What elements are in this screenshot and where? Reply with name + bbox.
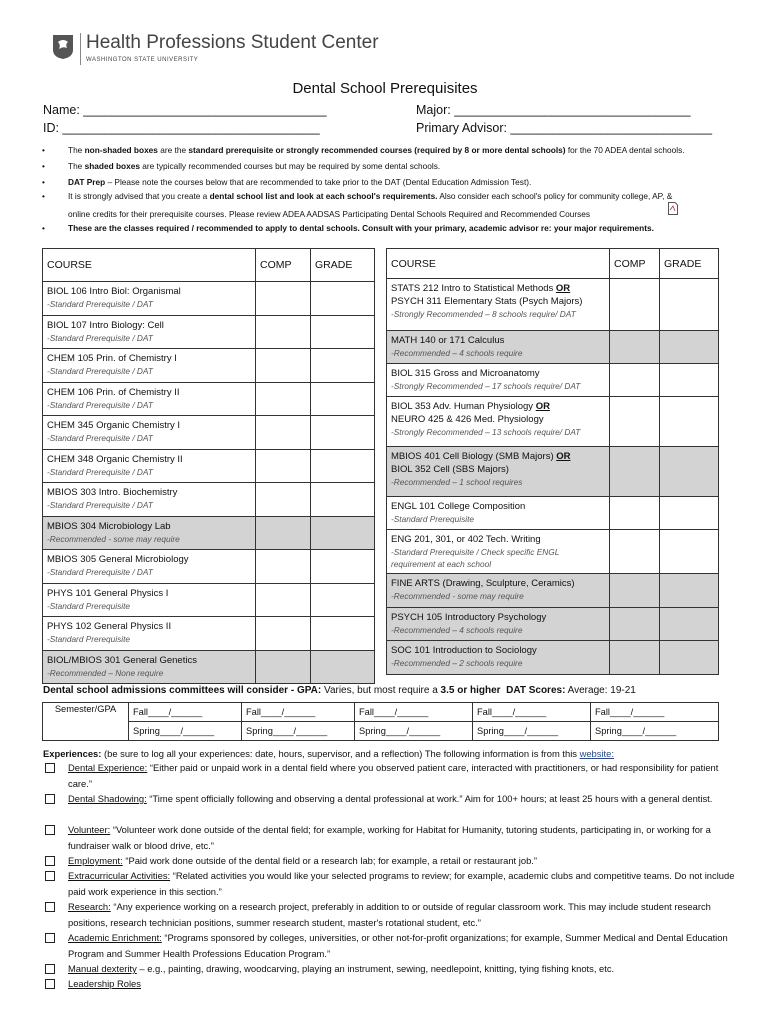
experience-item: Employment: “Paid work done outside of the dental field or a research lab; for example, a retail or restaurant job.” (68, 855, 538, 866)
grade-cell[interactable] (660, 447, 719, 497)
course-note: -Standard Prerequisite / DAT (47, 567, 153, 577)
course-row (43, 583, 375, 617)
comp-cell[interactable] (256, 516, 311, 550)
course-row (387, 279, 719, 331)
grade-cell[interactable] (660, 279, 719, 331)
comp-cell[interactable] (256, 617, 311, 651)
course-name: CHEM 106 Prin. of Chemistry II (47, 386, 180, 398)
comp-header: COMP (256, 249, 311, 282)
course-name: BIOL 106 Intro Biol: Organismal (47, 286, 181, 297)
course-name: MBIOS 305 General Microbiology (47, 554, 189, 565)
comp-cell[interactable] (610, 574, 660, 608)
course-name: BIOL 107 Intro Biology: Cell (47, 319, 164, 331)
course-name: FINE ARTS (Drawing, Sculpture, Ceramics) (391, 578, 575, 589)
grade-cell[interactable] (311, 516, 375, 550)
course-note: -Standard Prerequisite / DAT (47, 500, 153, 510)
comp-cell[interactable] (256, 349, 311, 383)
course-row (387, 641, 719, 675)
course-note: -Recommended - some may require (47, 533, 180, 544)
course-cell (387, 331, 610, 364)
course-row (387, 447, 719, 497)
experience-checkbox[interactable] (45, 902, 55, 912)
left-course-table (42, 248, 375, 684)
comp-cell[interactable] (610, 530, 660, 574)
course-row (43, 617, 375, 651)
course-row (387, 530, 719, 574)
grade-cell[interactable] (660, 530, 719, 574)
experience-checkbox[interactable] (45, 979, 55, 989)
grade-cell[interactable] (660, 364, 719, 397)
comp-cell[interactable] (610, 497, 660, 530)
course-cell (43, 483, 256, 517)
id-field[interactable]: ID: _____________________________________ (43, 121, 320, 135)
course-cell (43, 516, 256, 550)
course-note: -Standard Prerequisite / DAT (47, 332, 153, 343)
major-field[interactable]: Major: __________________________________ (416, 103, 691, 117)
course-name: ENGL 101 College Composition (391, 501, 526, 512)
course-row (43, 650, 375, 684)
course-row (43, 416, 375, 450)
course-note: -Standard Prerequisite (47, 600, 131, 611)
experience-item: Dental Shadowing: “Time spent officially following and observing a dental professional at work.” Aim for 100+ hours; at least 25 hours with a general dentist. (68, 793, 713, 804)
grade-cell[interactable] (660, 497, 719, 530)
admissions-criteria: Dental school admissions committees will consider - GPA: Varies, but most require a 3.5 or higher DAT Scores: Average: 19-21 (43, 685, 636, 696)
comp-cell[interactable] (256, 449, 311, 483)
course-cell (43, 617, 256, 651)
experience-checkbox[interactable] (45, 856, 55, 866)
course-note: -Standard Prerequisite / DAT (47, 299, 153, 309)
comp-header: COMP (610, 249, 660, 279)
comp-cell[interactable] (256, 315, 311, 349)
right-course-table (386, 248, 719, 675)
comp-cell[interactable] (610, 641, 660, 675)
course-name: CHEM 348 Organic Chemistry II (47, 453, 183, 465)
semester-gpa-label: Semester/GPA (43, 703, 129, 741)
fall-gpa-cell[interactable]: Fall____/______ (242, 703, 355, 722)
grade-header: GRADE (660, 249, 719, 279)
course-name: BIOL 315 Gross and Microanatomy (391, 368, 540, 379)
grade-cell[interactable] (311, 650, 375, 684)
comp-cell[interactable] (256, 583, 311, 617)
course-note: -Standard Prerequisite (391, 514, 475, 524)
course-row (387, 397, 719, 447)
course-cell (387, 397, 610, 447)
course-note: -Recommended – 4 schools require (391, 348, 523, 358)
spring-gpa-cell[interactable]: Spring____/______ (242, 722, 355, 741)
experience-item: Dental Experience: “Either paid or unpaid work in a dental field where you observed patient care, interacted with practitioners, or had responsibility for patient care.” (68, 762, 719, 789)
course-cell (387, 530, 610, 574)
course-note: -Standard Prerequisite (47, 634, 131, 644)
spring-gpa-cell[interactable]: Spring____/______ (129, 722, 242, 741)
grade-cell[interactable] (660, 641, 719, 675)
course-note: -Strongly Recommended – 8 schools require/ DAT (391, 309, 576, 319)
grade-cell[interactable] (660, 608, 719, 641)
course-name: PHYS 101 General Physics I (47, 587, 169, 599)
course-row (43, 449, 375, 483)
course-note: -Recommended – 1 school requires (391, 477, 523, 487)
grade-cell[interactable] (311, 416, 375, 450)
experience-item: Manual dexterity – e.g., painting, drawing, woodcarving, playing an instrument, sewing, needlepoint, knitting, tying fishing knots, etc. (68, 963, 615, 974)
course-cell (43, 315, 256, 349)
course-row (387, 497, 719, 530)
course-row (43, 315, 375, 349)
course-row (387, 574, 719, 608)
comp-cell[interactable] (256, 650, 311, 684)
course-name: STATS 212 Intro to Statistical Methods OR PSYCH 311 Elementary Stats (Psych Majors) (391, 283, 583, 307)
course-name: MBIOS 304 Microbiology Lab (47, 520, 171, 532)
comp-cell[interactable] (610, 397, 660, 447)
experience-item: Extracurricular Activities: “Related activities you would like your selected programs to review; for example, academic clubs and competitive teams. Do not include paid work experience in this section.” (68, 870, 735, 897)
comp-cell[interactable] (256, 382, 311, 416)
course-note: -Standard Prerequisite / Check specific ENGL requirement at each school (391, 547, 560, 569)
wsu-cougar-icon (52, 34, 74, 60)
course-name: PHYS 102 General Physics II (47, 621, 172, 632)
website-link[interactable]: website: (579, 748, 614, 759)
university-name: WASHINGTON STATE UNIVERSITY (86, 57, 199, 63)
experiences-heading: Experiences: (be sure to log all your experiences: date, hours, supervisor, and a reflection) The following information is from this website: (43, 748, 614, 759)
course-note: -Strongly Recommended – 17 schools require/ DAT (391, 381, 581, 391)
course-cell (387, 447, 610, 497)
course-note: -Standard Prerequisite / DAT (47, 433, 153, 443)
pdf-icon[interactable] (668, 202, 678, 215)
course-cell (387, 641, 610, 675)
experience-checkbox[interactable] (45, 794, 55, 804)
grade-cell[interactable] (311, 349, 375, 383)
experience-checkbox[interactable] (45, 763, 55, 773)
grade-cell[interactable] (311, 583, 375, 617)
comp-cell[interactable] (256, 550, 311, 584)
fall-gpa-cell[interactable]: Fall____/______ (355, 703, 473, 722)
course-name: MATH 140 or 171 Calculus (391, 335, 505, 346)
comp-cell[interactable] (256, 282, 311, 316)
comp-cell[interactable] (610, 447, 660, 497)
spring-gpa-cell[interactable]: Spring____/______ (473, 722, 591, 741)
grade-cell[interactable] (311, 483, 375, 517)
advisor-field[interactable]: Primary Advisor: _____________________________ (416, 121, 713, 135)
grade-cell[interactable] (660, 331, 719, 364)
spring-gpa-cell[interactable]: Spring____/______ (355, 722, 473, 741)
course-row (387, 608, 719, 641)
experience-checkbox[interactable] (45, 825, 55, 835)
course-row (43, 382, 375, 416)
experience-checkbox[interactable] (45, 871, 55, 881)
experience-item: Leadership Roles (68, 978, 141, 989)
grade-cell[interactable] (660, 574, 719, 608)
grade-cell[interactable] (311, 282, 375, 316)
grade-cell[interactable] (660, 397, 719, 447)
course-cell (43, 449, 256, 483)
course-name: ENG 201, 301, or 402 Tech. Writing (391, 534, 541, 545)
course-note: -Standard Prerequisite / DAT (47, 466, 153, 477)
course-cell (387, 574, 610, 608)
course-name: MBIOS 303 Intro. Biochemistry (47, 487, 178, 498)
fall-gpa-cell[interactable]: Fall____/______ (473, 703, 591, 722)
course-name: CHEM 105 Prin. of Chemistry I (47, 353, 177, 364)
course-cell (43, 416, 256, 450)
comp-cell[interactable] (256, 483, 311, 517)
logo (52, 30, 379, 70)
course-row (387, 331, 719, 364)
course-cell (387, 497, 610, 530)
comp-cell[interactable] (610, 608, 660, 641)
course-cell (387, 364, 610, 397)
comp-cell[interactable] (610, 364, 660, 397)
course-name: CHEM 345 Organic Chemistry I (47, 420, 181, 431)
course-header: COURSE (43, 249, 256, 282)
course-note: -Recommended - some may require (391, 591, 524, 601)
experience-item: Volunteer: “Volunteer work done outside of the dental field; for example, working for Habitat for Humanity, tutoring students, participating in, or working for a fundraiser walk or blood drive, etc.” (68, 824, 711, 851)
page-title: Dental School Prerequisites (292, 80, 478, 97)
comp-cell[interactable] (610, 279, 660, 331)
course-cell (43, 550, 256, 584)
course-row (43, 516, 375, 550)
course-name: PSYCH 105 Introductory Psychology (391, 612, 547, 623)
comp-cell[interactable] (610, 331, 660, 364)
grade-cell[interactable] (311, 550, 375, 584)
grade-header: GRADE (311, 249, 375, 282)
course-row (387, 364, 719, 397)
experience-checkbox[interactable] (45, 933, 55, 943)
course-cell (43, 382, 256, 416)
comp-cell[interactable] (256, 416, 311, 450)
course-cell (387, 279, 610, 331)
course-cell (43, 583, 256, 617)
course-row (43, 282, 375, 316)
course-name: BIOL/MBIOS 301 General Genetics (47, 654, 197, 666)
course-note: -Strongly Recommended – 13 schools require/ DAT (391, 427, 581, 437)
course-row (43, 483, 375, 517)
course-cell (43, 282, 256, 316)
gpa-table (42, 702, 719, 741)
course-note: -Standard Prerequisite / DAT (47, 399, 153, 410)
logo-divider (80, 33, 81, 65)
name-field[interactable]: Name: ___________________________________ (43, 103, 327, 117)
spring-gpa-cell[interactable]: Spring____/______ (591, 722, 719, 741)
course-name: MBIOS 401 Cell Biology (SMB Majors) OR BIOL 352 Cell (SBS Majors) (391, 451, 571, 475)
grade-cell[interactable] (311, 382, 375, 416)
course-row (43, 349, 375, 383)
fall-gpa-cell[interactable]: Fall____/______ (129, 703, 242, 722)
course-cell (43, 349, 256, 383)
course-note: -Recommended – 4 schools require (391, 625, 523, 635)
course-name: SOC 101 Introduction to Sociology (391, 645, 537, 656)
grade-cell[interactable] (311, 617, 375, 651)
course-cell (387, 608, 610, 641)
course-row (43, 550, 375, 584)
experience-item: Academic Enrichment: “Programs sponsored by colleges, universities, or other not-for-profit organizations; for example, Summer Medical and Dental Education Program and Summer Health Professions Education Program.” (68, 932, 728, 959)
course-note: -Standard Prerequisite / DAT (47, 366, 153, 376)
course-cell (43, 650, 256, 684)
course-note: -Recommended – 2 schools require (391, 658, 523, 668)
grade-cell[interactable] (311, 449, 375, 483)
course-note: -Recommended – None require (47, 667, 164, 678)
course-name: BIOL 353 Adv. Human Physiology OR NEURO 425 & 426 Med. Physiology (391, 401, 550, 425)
grade-cell[interactable] (311, 315, 375, 349)
org-name: Health Professions Student Center (86, 32, 379, 53)
course-header: COURSE (387, 249, 610, 279)
fall-gpa-cell[interactable]: Fall____/______ (591, 703, 719, 722)
experience-item: Research: “Any experience working on a research project, preferably in addition to or outside of regular classroom work. This may include student research positions, research technician positions, summer research student, master's rotational student, etc.” (68, 901, 711, 928)
experience-checkbox[interactable] (45, 964, 55, 974)
